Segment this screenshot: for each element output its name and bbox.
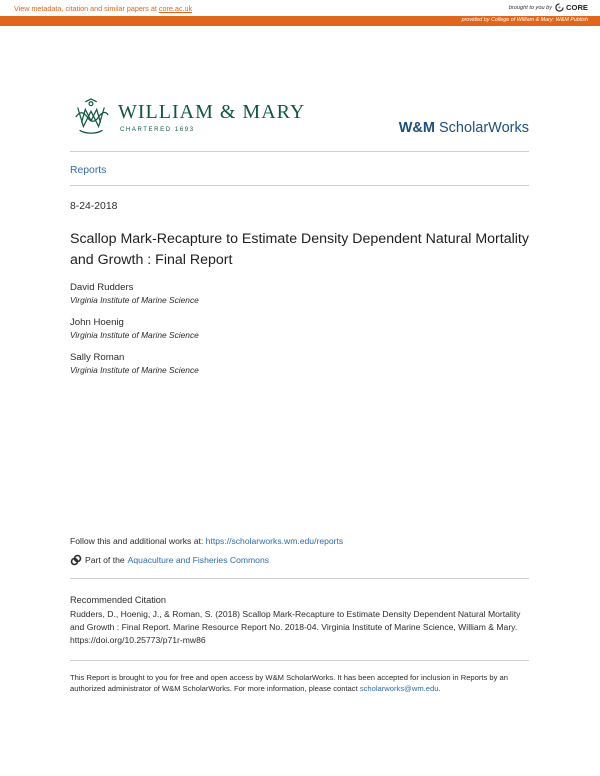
author-affiliation: Virginia Institute of Marine Science — [70, 365, 199, 375]
aquaculture-commons-link[interactable]: Aquaculture and Fisheries Commons — [127, 555, 270, 565]
part-of-prefix: Part of the — [85, 555, 125, 565]
commons-icon — [70, 554, 82, 566]
scholarworks-rest: ScholarWorks — [434, 120, 529, 136]
core-ac-uk-link[interactable]: core.ac.uk — [158, 4, 193, 13]
scholarworks-logo[interactable] — [399, 120, 529, 136]
author-entry — [70, 352, 199, 376]
author-entry — [70, 317, 199, 341]
william-mary-logo — [72, 98, 305, 136]
divider-top — [70, 151, 529, 152]
citation-text: Rudders, D., Hoenig, J., & Roman, S. (2018) Scallop Mark-Recapture to Estimate Density Dependent Natural Mortality and Growth : Final Report. Marine Resource Report No. 2018-04. Virginia Institute of Marine Science, William & Mary. https://doi.org/10.25773/p71r-mw86 — [70, 609, 521, 645]
scholarworks-bold: W&M — [398, 120, 435, 136]
university-name: WILLIAM & MARY — [118, 101, 306, 123]
provided-by-label: provided by College of William & Mary: W&M Publish — [461, 17, 588, 23]
follow-line — [70, 536, 343, 546]
author-name: David Rudders — [70, 282, 134, 293]
access-notice — [70, 672, 540, 694]
reports-url-link[interactable]: https://scholarworks.wm.edu/reports — [205, 536, 344, 546]
author-affiliation: Virginia Institute of Marine Science — [70, 295, 199, 305]
core-label: CORE — [566, 3, 588, 12]
part-of-line — [70, 554, 269, 566]
provider-band — [0, 16, 600, 26]
author-name: Sally Roman — [70, 352, 125, 363]
core-logo[interactable] — [555, 3, 588, 12]
brought-to-you — [509, 3, 588, 12]
follow-prefix: Follow this and additional works at: — [70, 536, 206, 546]
notice-end: . — [438, 684, 441, 693]
authors-list — [70, 282, 199, 387]
author-affiliation: Virginia Institute of Marine Science — [70, 330, 199, 340]
publication-date: 8-24-2018 — [70, 201, 118, 212]
cypher-crest-icon — [72, 98, 110, 136]
divider-citation — [70, 578, 529, 579]
document-title: Scallop Mark-Recapture to Estimate Density Dependent Natural Mortality and Growth : Final Report — [70, 231, 529, 268]
metadata-link[interactable] — [14, 4, 192, 13]
citation-heading: Recommended Citation — [70, 595, 167, 605]
divider-notice — [70, 660, 529, 661]
core-icon — [555, 3, 564, 12]
author-entry — [70, 282, 199, 306]
collection-link[interactable]: Reports — [70, 165, 107, 176]
brought-to-you-label: brought to you by — [508, 4, 553, 11]
contact-email-link[interactable]: scholarworks@wm.edu — [359, 684, 439, 693]
chartered-label: CHARTERED 1693 — [120, 127, 195, 133]
author-name: John Hoenig — [70, 317, 124, 328]
notice-text: This Report is brought to you for free and open access by W&M ScholarWorks. It has been accepted for inclusion in Reports by an authorized administrator of W&M ScholarWorks. For more information, please contact — [70, 673, 508, 693]
metadata-prefix: View metadata, citation and similar papers at — [14, 4, 159, 13]
divider-collection — [70, 185, 529, 186]
